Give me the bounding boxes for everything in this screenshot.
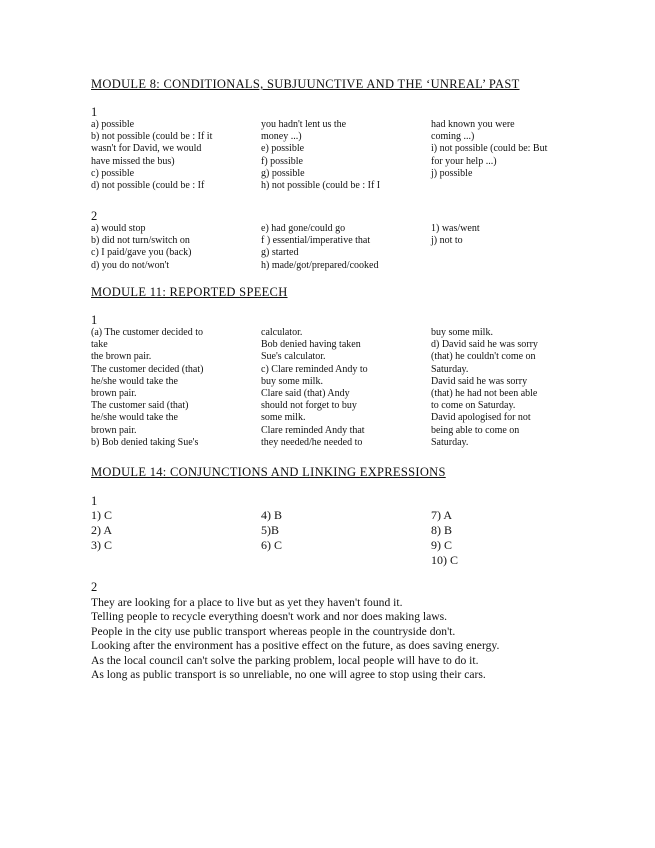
answer-line: they needed/he needed to [261,436,363,448]
answer-line: f) possible [261,155,303,167]
module-14-ex1-column-3 [431,508,458,568]
answer-line: coming ...) [431,131,475,143]
module-8-ex1-column-1 [91,119,251,192]
module-11-ex1-column-2 [261,327,421,449]
answer-line: buy some milk. [431,327,493,338]
answer-line: f ) essential/imperative that [261,235,371,247]
answer-line: calculator. [261,327,303,338]
answer-line: 1) was/went [431,223,480,234]
answer-line: c) possible [91,167,135,179]
answer-line: he/she would take the [91,375,178,387]
answer-line: c) I paid/gave you (back) [91,247,192,259]
module-11-title: MODULE 11: REPORTED SPEECH [91,285,288,299]
answer-line: d) not possible (could be : If [91,180,205,192]
sentence: As the local council can't solve the parking problem, local people will have to do it. [91,653,479,667]
answer-line: The customer said (that) [91,400,189,412]
module-8-ex1-column-2 [261,119,421,192]
answer-line: b) Bob denied taking Sue's [91,436,199,448]
module-14-exercise-2-number: 2 [91,580,98,594]
answer-line: h) made/got/prepared/cooked [261,259,379,271]
answer-line: Sue's calculator. [261,351,326,363]
module-11-ex1-column-1 [91,327,251,449]
module-8-ex1-column-3 [431,119,591,180]
answer-line: Bob denied having taken [261,339,361,351]
answer-line: (that) he couldn't come on [431,351,536,363]
answer-line: David said he was sorry [431,375,528,387]
answer-line: h) not possible (could be : If I [261,180,381,192]
answer-line: j) not to [431,235,463,247]
sentence: As long as public transport is so unreliable, no one will agree to stop using their cars. [91,668,486,682]
answer-line: g) possible [261,167,305,179]
answer-line: wasn't for David, we would [91,143,202,155]
sentence: Telling people to recycle everything doesn't work and nor does making laws. [91,610,448,624]
answer-line: have missed the bus) [91,155,175,167]
answer-line: some milk. [261,412,306,424]
answer-line: brown pair. [91,424,137,436]
answer-line: 7) A [431,508,452,522]
module-11-exercise-1-number: 1 [91,313,98,327]
answer-line: The customer decided (that) [91,363,204,375]
answer-line: for your help ...) [431,155,497,167]
answer-line: 6) C [261,538,282,552]
answer-line: e) possible [261,143,305,155]
sentence: Looking after the environment has a positive effect on the future, as does saving energy. [91,639,500,653]
answer-line: had known you were [431,119,515,130]
answer-line: 8) B [431,523,452,537]
answer-line: (that) he had not been able [431,388,538,400]
answer-line: j) possible [431,167,473,179]
answer-line: d) David said he was sorry [431,339,538,351]
answer-line: i) not possible (could be: But [431,143,548,155]
answer-line: Saturday. [431,436,469,448]
module-14-ex1-column-1 [91,508,112,553]
answer-line: buy some milk. [261,375,323,387]
answer-line: b) not possible (could be : If it [91,131,213,143]
answer-line: being able to come on [431,424,520,436]
module-11-ex1-column-3 [431,327,591,449]
answer-line: 10) C [431,553,458,567]
answer-line: take [91,339,108,351]
answer-line: a) would stop [91,223,146,234]
answer-line: 5)B [261,523,279,537]
answer-line: 1) C [91,508,112,522]
module-14-ex2-sentences [91,596,499,682]
answer-line: should not forget to buy [261,400,357,412]
answer-line: 3) C [91,538,112,552]
module-8-ex2-column-2 [261,223,421,272]
module-14-exercise-1-number: 1 [91,494,98,508]
answer-line: David apologised for not [431,412,531,424]
answer-line: (a) The customer decided to [91,327,203,338]
answer-line: he/she would take the [91,412,178,424]
answer-line: b) did not turn/switch on [91,235,190,247]
answer-line: Clare reminded Andy that [261,424,365,436]
answer-line: brown pair. [91,388,137,400]
answer-line: 2) A [91,523,112,537]
module-14-title: MODULE 14: CONJUNCTIONS AND LINKING EXPRESSIONS [91,465,446,479]
sentence: They are looking for a place to live but as yet they haven't found it. [91,596,403,609]
answer-line: money ...) [261,131,302,143]
answer-line: to come on Saturday. [431,400,516,412]
answer-line: Clare said (that) Andy [261,388,350,400]
answer-line: the brown pair. [91,351,152,363]
answer-line: d) you do not/won't [91,259,170,271]
module-8-exercise-2-number: 2 [91,209,98,223]
answer-line: g) started [261,247,299,259]
answer-line: Saturday. [431,363,469,375]
answer-line: you hadn't lent us the [261,119,347,130]
sentence: People in the city use public transport whereas people in the countryside don't. [91,624,456,638]
answer-line: a) possible [91,119,135,130]
module-8-exercise-1-number: 1 [91,105,98,119]
answer-line: e) had gone/could go [261,223,346,234]
module-14-ex1-column-2 [261,508,282,553]
module-8-ex2-column-1 [91,223,251,272]
module-8-ex2-column-3 [431,223,591,247]
answer-line: 4) B [261,508,282,522]
answer-line: 9) C [431,538,452,552]
answer-line: c) Clare reminded Andy to [261,363,368,375]
module-8-title: MODULE 8: CONDITIONALS, SUBJUUNCTIVE AND THE ‘UNREAL’ PAST [91,77,520,91]
